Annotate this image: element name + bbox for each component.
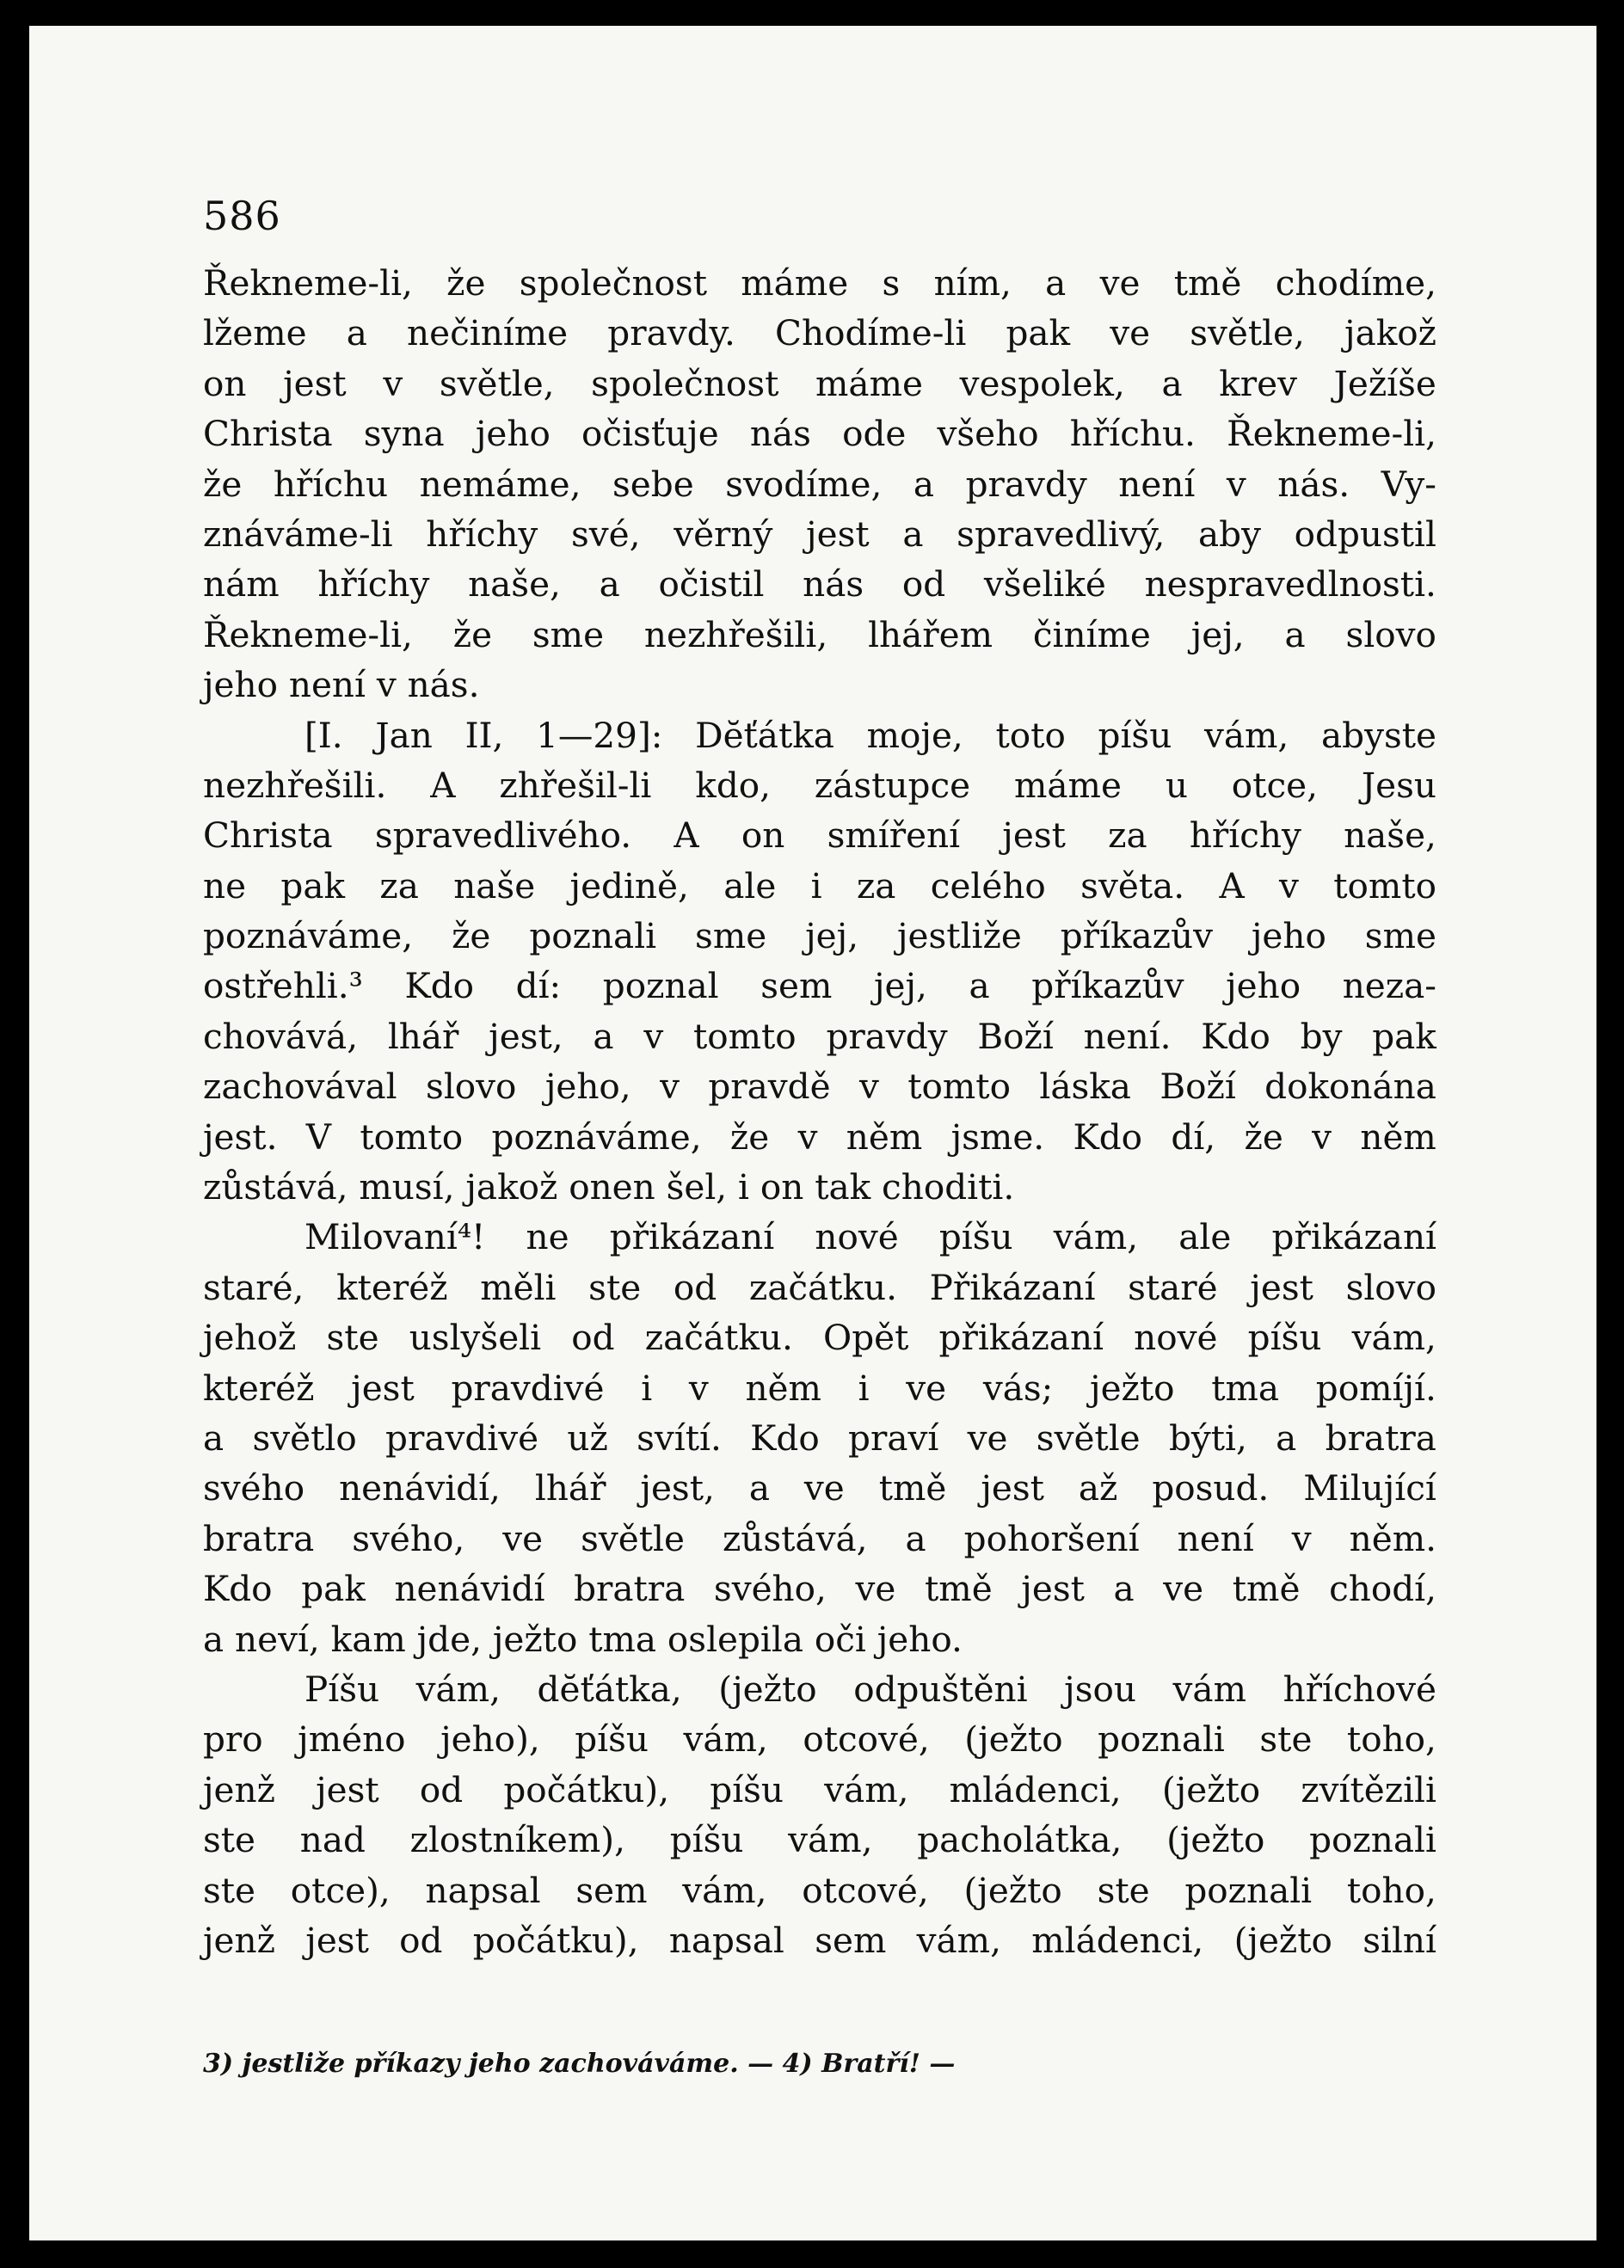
text-line: bratra svého, ve světle zůstává, a pohoršení není v něm.: [203, 1517, 1436, 1559]
text-line: pro jméno jeho), píšu vám, otcové, (ježto poznali ste toho,: [203, 1718, 1436, 1761]
text-line: ste nad zlostníkem), píšu vám, pacholátka, (ježto poznali: [203, 1819, 1436, 1861]
text-line: Christa spravedlivého. A on smíření jest za hříchy naše,: [203, 814, 1436, 857]
text-line: že hříchu nemáme, sebe svodíme, a pravdy není v nás. Vy-: [203, 463, 1436, 505]
text-line: jenž jest od počátku), napsal sem vám, mládenci, (ježto silní: [203, 1919, 1436, 1961]
text-line: poznáváme, že poznali sme jej, jestliže příkazův jeho sme: [203, 915, 1436, 957]
page-number: 586: [203, 193, 281, 239]
text-line: jehož ste uslyšeli od začátku. Opět přikázaní nové píšu vám,: [203, 1317, 1436, 1359]
text-line: lžeme a nečiníme pravdy. Chodíme-li pak ve světle, jakož: [203, 312, 1436, 354]
text-line: ste otce), napsal sem vám, otcové, (ježto ste poznali toho,: [203, 1869, 1436, 1911]
text-line: nám hříchy naše, a očistil nás od všeliké nespravedlnosti.: [203, 563, 1436, 605]
text-line: Řekneme-li, že společnost máme s ním, a ve tmě chodíme,: [203, 262, 1436, 304]
footnotes: 3) jestliže příkazy jeho zachováváme. — 4) Bratří! —: [203, 2049, 956, 2079]
text-line: Christa syna jeho očisťuje nás ode všeho hříchu. Řekneme-li,: [203, 413, 1436, 455]
text-line: Píšu vám, dĕťátka, (ježto odpuštěni jsou vám hříchové: [304, 1668, 1436, 1710]
text-line: Řekneme-li, že sme nezhřešili, lhářem činíme jej, a slovo: [203, 613, 1436, 655]
text-line: nezhřešili. A zhřešil-li kdo, zástupce máme u otce, Jesu: [203, 764, 1436, 806]
text-line: a neví, kam jde, ježto tma oslepila oči jeho.: [203, 1618, 963, 1660]
text-line: ostřehli.³ Kdo dí: poznal sem jej, a příkazův jeho neza-: [203, 965, 1436, 1007]
text-line: a světlo pravdivé už svítí. Kdo praví ve světle býti, a bratra: [203, 1417, 1436, 1459]
text-line: jenž jest od počátku), píšu vám, mládenci, (ježto zvítězili: [203, 1768, 1436, 1810]
text-line: staré, kteréž měli ste od začátku. Přikázaní staré jest slovo: [203, 1266, 1436, 1308]
text-line: on jest v světle, společnost máme vespolek, a krev Ježíše: [203, 362, 1436, 404]
text-line: kteréž jest pravdivé i v něm i ve vás; ježto tma pomíjí.: [203, 1367, 1436, 1409]
text-line: [I. Jan II, 1—29]: Dĕťátka moje, toto píšu vám, abyste: [304, 714, 1436, 756]
text-line: Kdo pak nenávidí bratra svého, ve tmě jest a ve tmě chodí,: [203, 1568, 1436, 1610]
text-line: zachovával slovo jeho, v pravdě v tomto láska Boží dokonána: [203, 1066, 1436, 1108]
text-line: zůstává, musí, jakož onen šel, i on tak choditi.: [203, 1166, 1015, 1208]
text-line: Milovaní⁴! ne přikázaní nové píšu vám, ale přikázaní: [304, 1216, 1436, 1258]
text-line: jest. V tomto poznáváme, že v něm jsme. Kdo dí, že v něm: [203, 1116, 1436, 1158]
text-line: ne pak za naše jedině, ale i za celého světa. A v tomto: [203, 864, 1436, 907]
text-line: chovává, lhář jest, a v tomto pravdy Boží není. Kdo by pak: [203, 1015, 1436, 1057]
text-line: znáváme-li hříchy své, věrný jest a spravedlivý, aby odpustil: [203, 513, 1436, 555]
body-text: [203, 258, 1436, 1965]
text-line: svého nenávidí, lhář jest, a ve tmě jest až posud. Milující: [203, 1467, 1436, 1509]
text-line: jeho není v nás.: [203, 664, 480, 706]
